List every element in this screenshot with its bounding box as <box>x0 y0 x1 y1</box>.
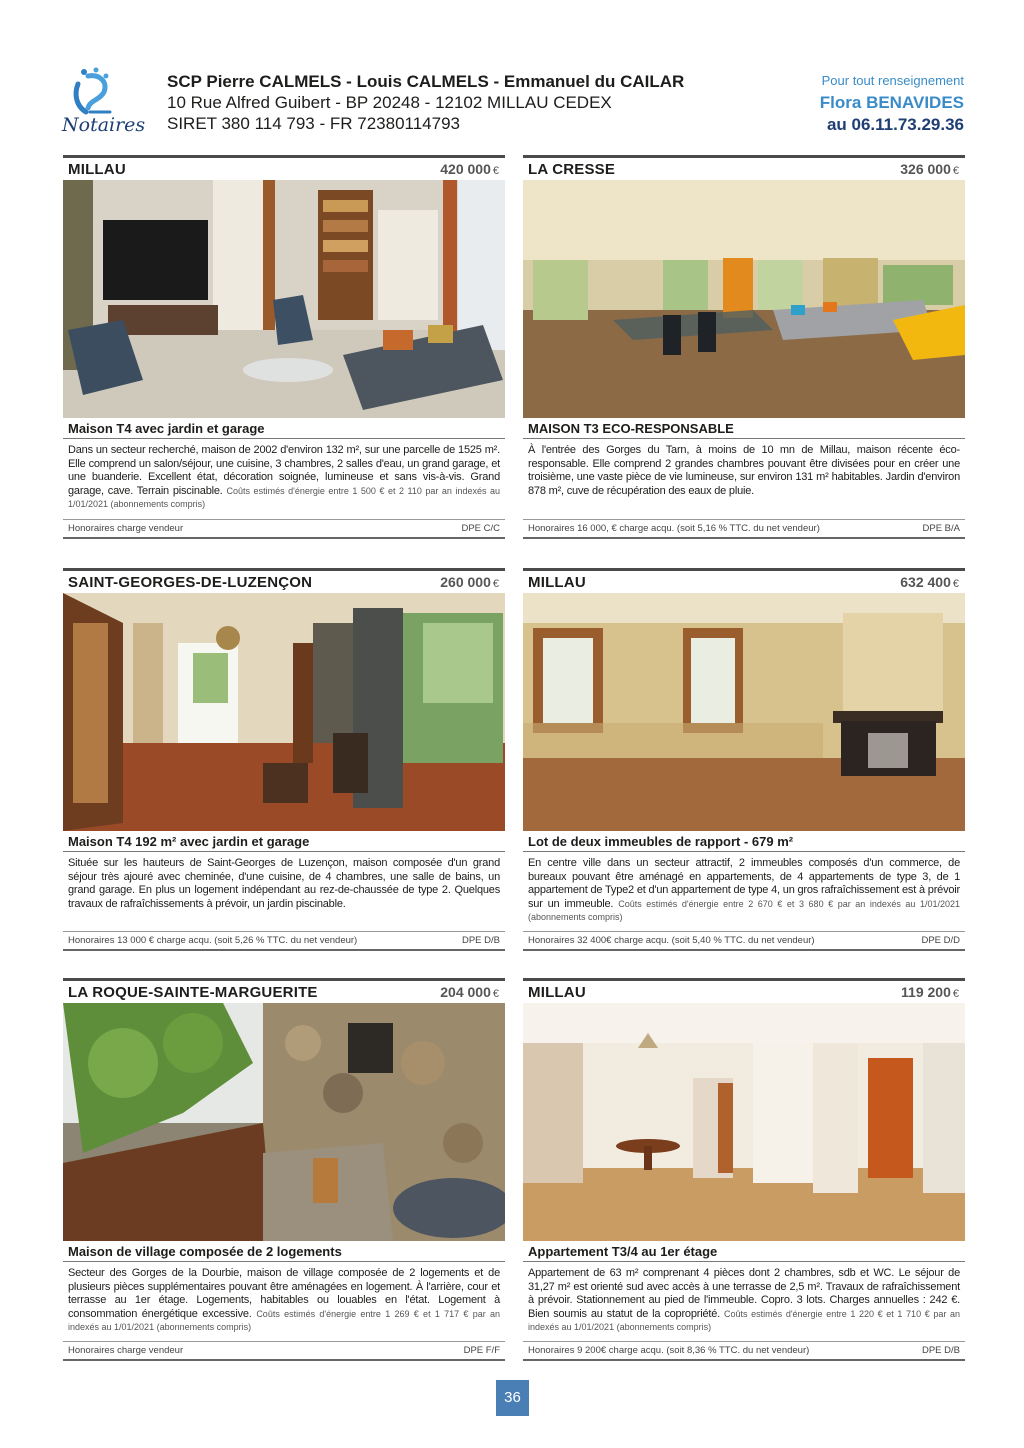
contact-intro: Pour tout renseignement <box>821 73 964 88</box>
listing-card[interactable] <box>523 568 965 955</box>
listing-title: Maison T4 192 m² avec jardin et garage <box>63 831 505 852</box>
listing-price: 260 000 € <box>440 574 499 590</box>
fireplace-room-photo[interactable] <box>523 593 965 831</box>
description-text: En centre ville dans un secteur attractif, 2 immeubles composés d'un commerce, de bureaux pouvant être aménagé en appartements, de 4 appartements de type 3, de 1 appartement de Type2 et d'un appartement de type 4, un gros rafraîchissement est à prévoir sur un immeuble. <box>528 857 960 910</box>
listing-dpe: DPE B/A <box>922 523 960 534</box>
listing-footer <box>63 931 505 951</box>
listing-description <box>523 439 965 498</box>
living-room-photo[interactable] <box>63 180 505 418</box>
listing-city: LA ROQUE-SAINTE-MARGUERITE <box>68 984 318 1001</box>
listing-dpe: DPE D/D <box>921 935 960 946</box>
listing-description <box>63 852 505 911</box>
listing-fees: Honoraires 13 000 € charge acqu. (soit 5,26 % TTC. du net vendeur) <box>68 935 358 946</box>
contact-block <box>820 70 964 136</box>
listing-title: Maison T4 avec jardin et garage <box>63 418 505 439</box>
listing-dpe: DPE D/B <box>921 1345 960 1356</box>
description-text: Secteur des Gorges de la Dourbie, maison de village composée de 2 logements et de plusieurs pièces supplémentaires pouvant être aménagées en logement. À l'arrière, cour et terrasse au 1er étage. Logements, habitables ou louables en l'état. Logement à consommation énergétique excessive. <box>68 1267 500 1320</box>
office-siret: SIRET 380 114 793 - FR 72380114793 <box>167 114 460 133</box>
card-titlebar <box>63 158 505 180</box>
description-text: À l'entrée des Gorges du Tarn, à moins de 10 mn de Millau, maison récente éco-responsable. Elle comprend 2 grandes chambres pouvant être divisées pour en créer une troisième, une vaste pièce de vie lumineuse, sur environ 131 m² habitables. Jardin d'environ 878 m², cuve de récupération des eaux de pluie. <box>528 444 960 497</box>
listing-card[interactable] <box>63 568 505 955</box>
listing-dpe: DPE C/C <box>461 523 500 534</box>
listing-fees: Honoraires 16 000, € charge acqu. (soit 5,16 % TTC. du net vendeur) <box>528 523 820 534</box>
card-titlebar <box>523 981 965 1003</box>
logo-wordmark: Notaires <box>62 114 146 136</box>
card-titlebar <box>63 981 505 1003</box>
listing-fees: Honoraires 32 400€ charge acqu. (soit 5,40 % TTC. du net vendeur) <box>528 935 815 946</box>
listing-price: 204 000 € <box>440 984 499 1000</box>
listing-card[interactable] <box>63 155 505 543</box>
page-header <box>0 0 1024 150</box>
listing-dpe: DPE F/F <box>463 1345 500 1356</box>
listing-price: 420 000 € <box>440 161 499 177</box>
listing-fees: Honoraires charge vendeur <box>68 523 184 534</box>
card-titlebar <box>523 158 965 180</box>
card-titlebar <box>523 571 965 593</box>
listing-footer <box>523 519 965 539</box>
listing-title: MAISON T3 ECO-RESPONSABLE <box>523 418 965 439</box>
listing-city: MILLAU <box>528 984 586 1001</box>
listing-description <box>63 439 505 512</box>
listing-description <box>523 1262 965 1335</box>
tiled-room-photo[interactable] <box>63 593 505 831</box>
listing-city: SAINT-GEORGES-DE-LUZENÇON <box>68 574 313 591</box>
description-text: Située sur les hauteurs de Saint-Georges de Luzençon, maison composée d'un grand séjour très ajouré avec cheminée, d'une cuisine, de 4 chambres, une salle de bains, un grand garage. En plus un logement indépendant au rez-de-chaussée de type 2. Quelques travaux de rafraîchissements à prévoir, un jardin piscinable. <box>68 857 500 910</box>
empty-apartment-photo[interactable] <box>523 1003 965 1241</box>
listing-title: Appartement T3/4 au 1er étage <box>523 1241 965 1262</box>
contact-name: Flora BENAVIDES <box>819 93 964 112</box>
listing-fees: Honoraires charge vendeur <box>68 1345 184 1356</box>
listing-price: 119 200 € <box>901 984 959 1000</box>
listing-title: Lot de deux immeubles de rapport - 679 m² <box>523 831 965 852</box>
listing-description <box>523 852 965 925</box>
listing-footer <box>523 931 965 951</box>
page-number: 36 <box>496 1380 529 1416</box>
listing-fees: Honoraires 9 200€ charge acqu. (soit 8,36 % TTC. du net vendeur) <box>528 1345 810 1356</box>
description-text: Dans un secteur recherché, maison de 2002 d'environ 132 m², sur une parcelle de 1525 m². Elle comprend un salon/séjour, une cuisine, 3 chambres, 2 salles d'eau, un grand garage, et une buanderie. Excellent état, décoration soignée, lumineuse et sans vis-à-vis. Grand garage, cave. Terrain piscinable. <box>68 444 500 497</box>
listing-dpe: DPE D/B <box>461 935 500 946</box>
listing-footer <box>63 1341 505 1361</box>
listing-footer <box>63 519 505 539</box>
office-name: SCP Pierre CALMELS - Louis CALMELS - Emmanuel du CAILAR <box>167 72 685 91</box>
listing-city: LA CRESSE <box>528 161 616 178</box>
listing-card[interactable] <box>523 155 965 543</box>
listing-city: MILLAU <box>528 574 586 591</box>
energy-costs: Coûts estimés d'énergie entre 1 500 € et 2 110 par an indexés au 1/01/2021 (abonnements compris) <box>68 485 501 510</box>
listing-city: MILLAU <box>68 161 126 178</box>
contact-phone[interactable]: au 06.11.73.29.36 <box>826 115 964 134</box>
listing-price: 326 000 € <box>900 161 959 177</box>
listing-title: Maison de village composée de 2 logements <box>63 1241 505 1262</box>
description-text: Appartement de 63 m² comprenant 4 pièces dont 2 chambres, sdb et WC. Le séjour de 31,27 m² est orienté sud avec accès à une terrasse de 2,5 m². Travaux de rafraîchissement à prévoir. Stationnement au pied de l'immeuble. Copro. 3 lots. Charges annuelles : 242 €. Bien soumis au statut de la copropriété. <box>528 1267 960 1320</box>
listing-description <box>63 1262 505 1335</box>
energy-costs: Coûts estimés d'énergie entre 1 220 € et 1 710 € par an indexés au 1/01/2021 (abonnements compris) <box>528 1308 960 1333</box>
office-address: 10 Rue Alfred Guibert - BP 20248 - 12102 MILLAU CEDEX <box>167 93 612 112</box>
stone-terrace-photo[interactable] <box>63 1003 505 1241</box>
listing-footer <box>523 1341 965 1361</box>
listing-price: 632 400 € <box>900 574 959 590</box>
card-titlebar <box>63 571 505 593</box>
energy-costs: Coûts estimés d'énergie entre 2 670 € et 3 680 € par an indexés au 1/01/2021 (abonnements compris) <box>528 898 961 923</box>
open-living-space-photo[interactable] <box>523 180 965 418</box>
energy-costs: Coûts estimés d'énergie entre 1 269 € et 1 717 € par an indexés au 1/01/2021 (abonnements compris) <box>68 1308 501 1333</box>
listing-card[interactable] <box>63 978 505 1365</box>
office-info <box>167 71 684 134</box>
listing-card[interactable] <box>523 978 965 1365</box>
